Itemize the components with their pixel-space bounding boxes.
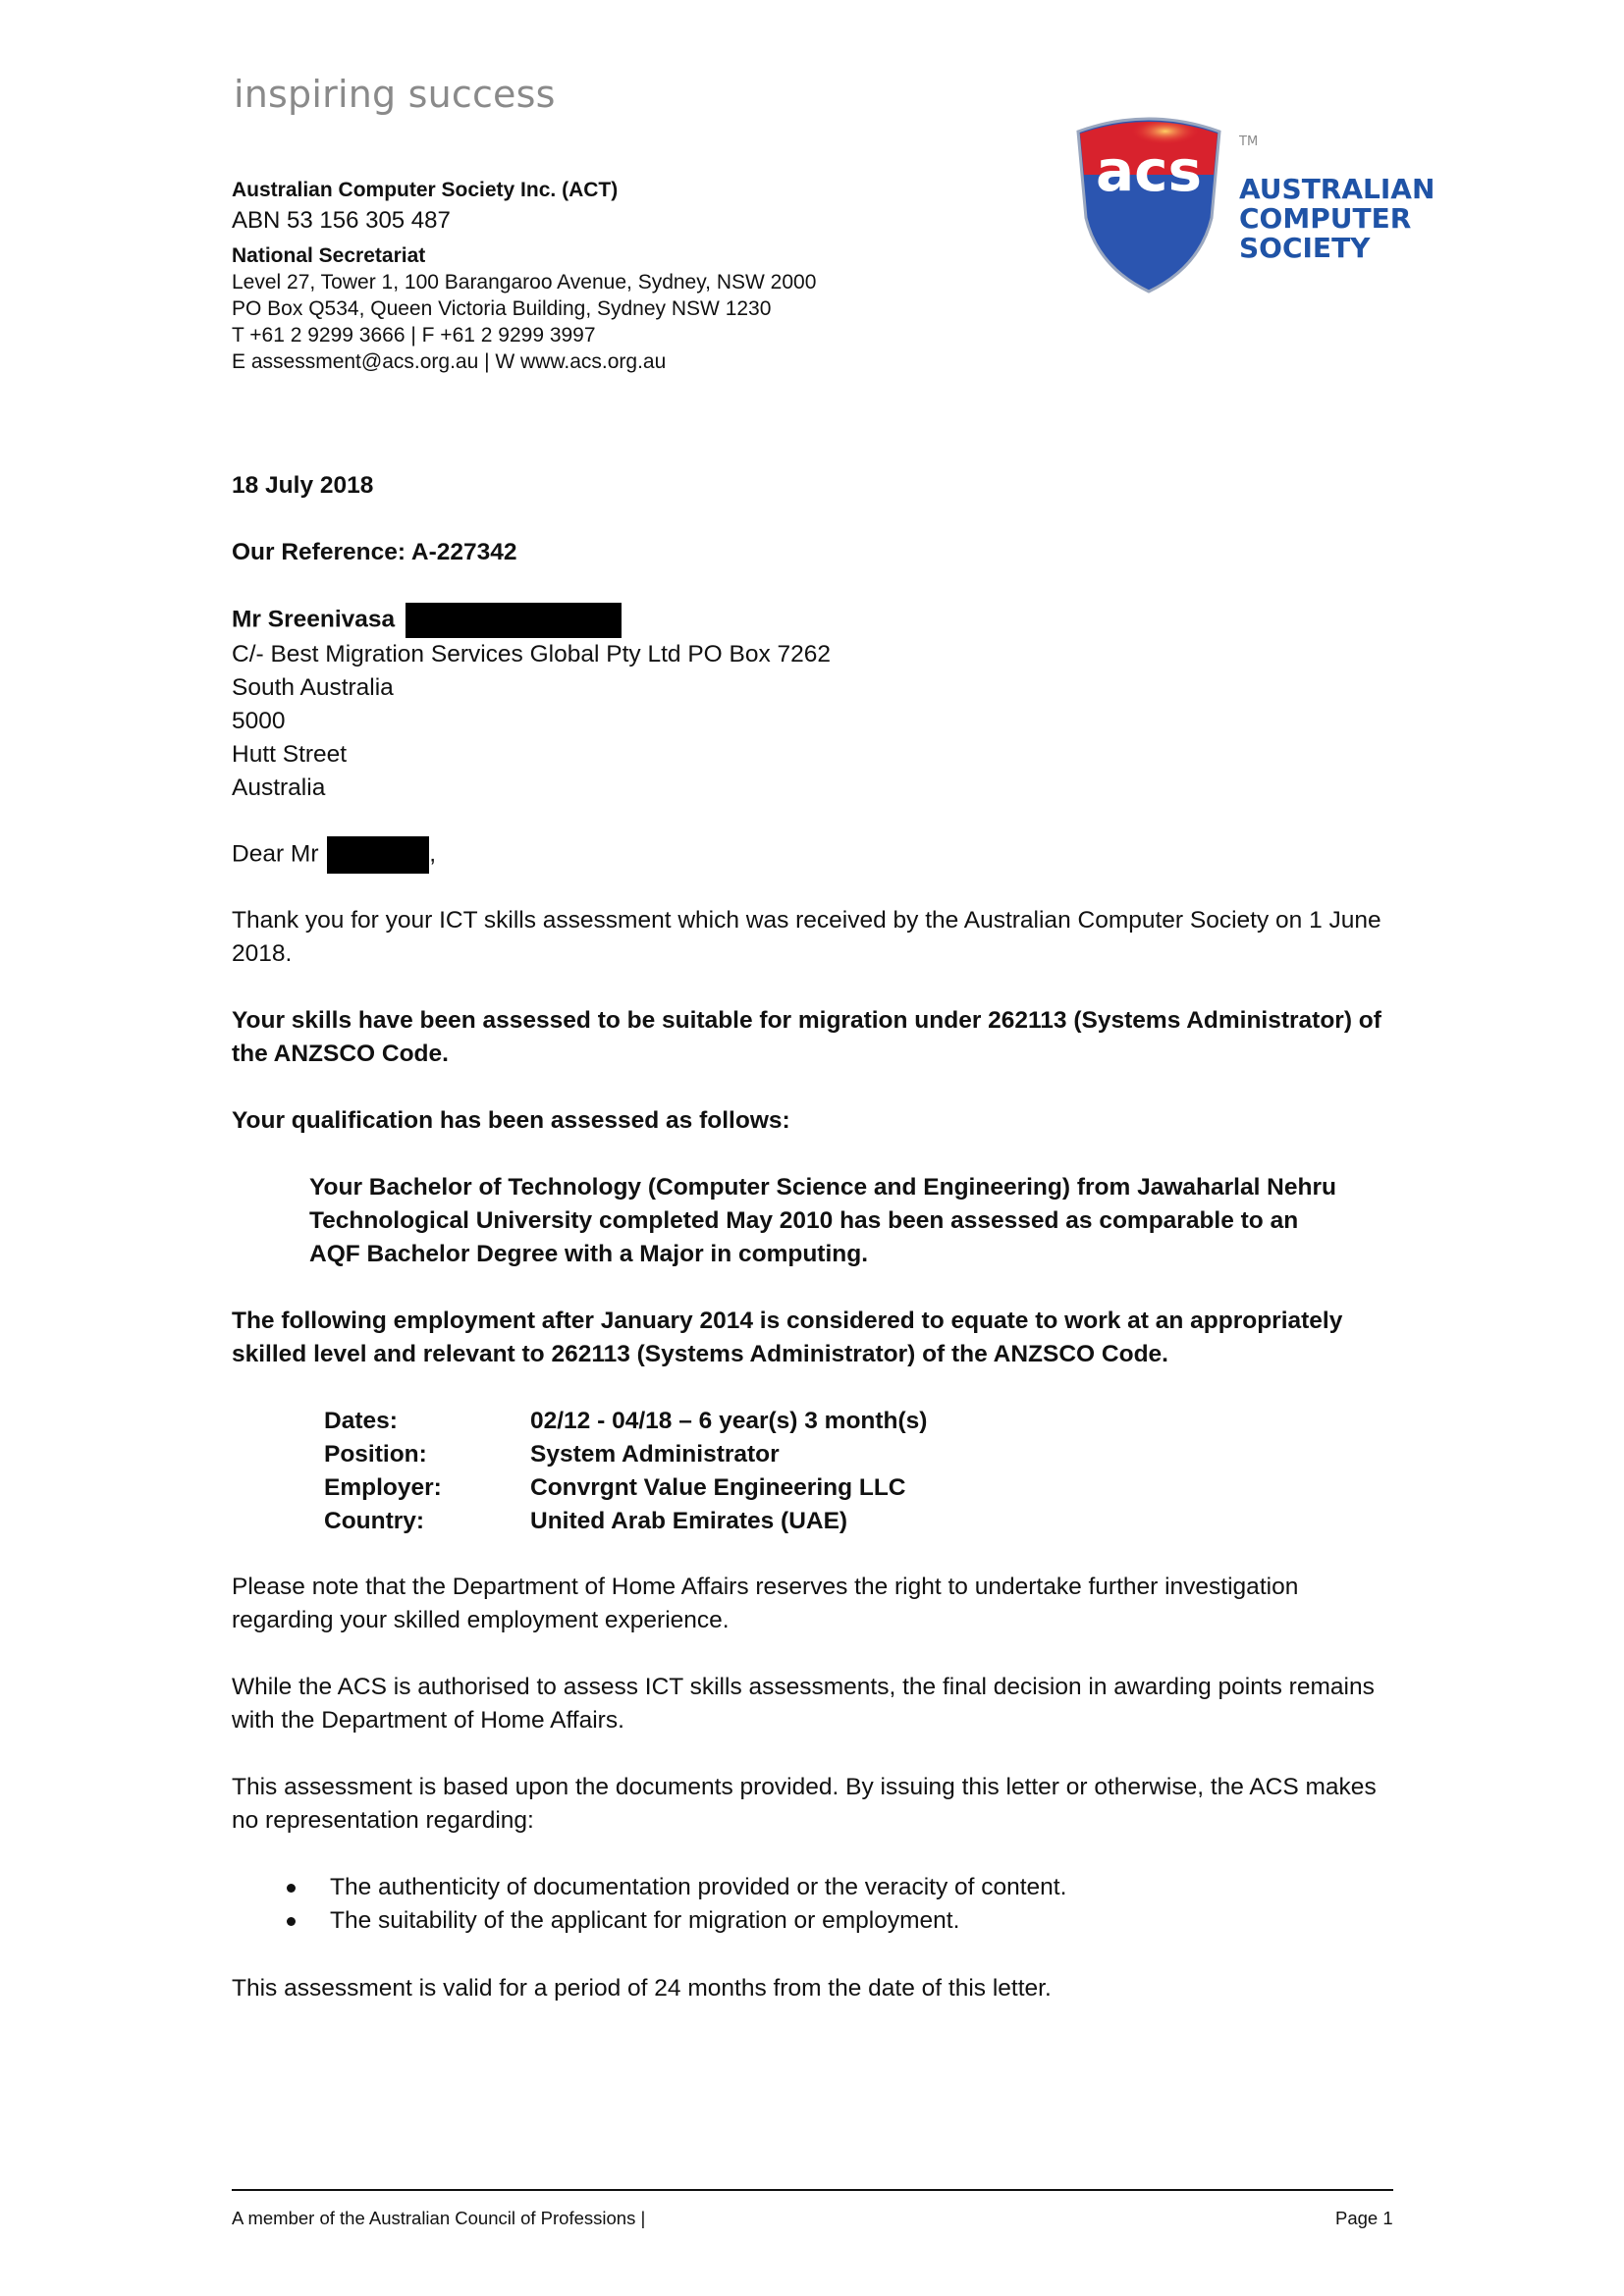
logo-word-2: COMPUTER: [1239, 202, 1412, 235]
employment-label: Employer:: [324, 1474, 442, 1501]
logo-word-3: SOCIETY: [1239, 232, 1371, 264]
list-item-text: The suitability of the applicant for migration or employment.: [330, 1907, 960, 1934]
organisation-details: [232, 177, 816, 375]
intro-paragraph: Thank you for your ICT skills assessment which was received by the Australian Computer Society on 1 June 2018.: [232, 907, 1381, 967]
salutation-comma: ,: [429, 840, 437, 868]
address-line: PO Box Q534, Queen Victoria Building, Sydney NSW 1230: [232, 297, 772, 320]
validity-statement: This assessment is valid for a period of 24 months from the date of this letter.: [232, 1975, 1052, 2002]
employment-value: Convrgnt Value Engineering LLC: [530, 1474, 906, 1501]
representation-list: [232, 1871, 1390, 1938]
letter-date: 18 July 2018: [232, 472, 374, 499]
note-home-affairs: Please note that the Department of Home Affairs reserves the right to undertake further investigation regarding your skilled employment experience.: [232, 1574, 1299, 1633]
employment-row-country: [324, 1505, 1306, 1538]
email-web-line: E assessment@acs.org.au | W www.acs.org.au: [232, 350, 667, 373]
salutation: [232, 836, 1390, 874]
footer-membership: A member of the Australian Council of Professions |: [232, 2208, 646, 2228]
recipient-address-line: South Australia: [232, 674, 394, 701]
redacted-name: [327, 836, 429, 874]
employment-row-position: [324, 1438, 1306, 1471]
employment-value: 02/12 - 04/18 – 6 year(s) 3 month(s): [530, 1408, 928, 1434]
employment-value: System Administrator: [530, 1441, 780, 1468]
bullet-icon: [287, 1917, 296, 1926]
employment-label: Position:: [324, 1441, 427, 1468]
list-item: [232, 1904, 1390, 1938]
bullet-icon: [287, 1884, 296, 1893]
note-authorised: While the ACS is authorised to assess ICT skills assessments, the final decision in awarding points remains with the Department of Home Affairs.: [232, 1674, 1375, 1734]
note-documents: This assessment is based upon the documents provided. By issuing this letter or otherwise, the ACS makes no representation regarding:: [232, 1774, 1377, 1834]
abn: ABN 53 156 305 487: [232, 207, 451, 234]
reference: Our Reference: A-227342: [232, 539, 517, 565]
secretariat-title: National Secretariat: [232, 244, 426, 267]
trademark: TM: [1239, 134, 1259, 149]
acs-logo: [1070, 110, 1435, 296]
address-line: Level 27, Tower 1, 100 Barangaroo Avenue, Sydney, NSW 2000: [232, 271, 817, 294]
skills-assessment-statement: Your skills have been assessed to be suitable for migration under 262113 (Systems Administrator) of the ANZSCO Code.: [232, 1007, 1381, 1067]
employment-heading: The following employment after January 2014 is considered to equate to work at an appropriately skilled level and relevant to 262113 (Systems Administrator) of the ANZSCO Code.: [232, 1308, 1343, 1367]
recipient-address-line: C/- Best Migration Services Global Pty Ltd PO Box 7262: [232, 641, 832, 667]
tagline: inspiring success: [234, 73, 556, 116]
list-item: [232, 1871, 1390, 1904]
employment-label: Country:: [324, 1508, 425, 1534]
acs-mark: acs: [1095, 137, 1203, 204]
employment-row-employer: [324, 1471, 1306, 1505]
recipient-name: Mr Sreenivasa: [232, 606, 396, 633]
employment-row-dates: [324, 1405, 1306, 1438]
employment-value: United Arab Emirates (UAE): [530, 1508, 848, 1534]
page-number: Page 1: [1335, 2208, 1393, 2228]
recipient-address-line: Hutt Street: [232, 741, 348, 768]
org-name: Australian Computer Society Inc. (ACT): [232, 179, 619, 201]
footer-divider: [232, 2189, 1393, 2191]
recipient-address-line: Australia: [232, 774, 326, 801]
qualification-text: Your Bachelor of Technology (Computer Science and Engineering) from Jawaharlal Nehru Technological University completed May 2010 has been assessed as comparable to an AQF Bachelor Degree with a Major in computing.: [309, 1174, 1336, 1267]
phone-line: T +61 2 9299 3666 | F +61 2 9299 3997: [232, 324, 596, 347]
employment-label: Dates:: [324, 1408, 398, 1434]
list-item-text: The authenticity of documentation provided or the veracity of content.: [330, 1874, 1067, 1900]
logo-word-1: AUSTRALIAN: [1239, 173, 1435, 205]
recipient-block: [232, 603, 1390, 805]
redacted-surname: [406, 603, 622, 638]
recipient-address-line: 5000: [232, 708, 286, 734]
employment-details: [324, 1405, 1306, 1538]
salutation-text: Dear Mr: [232, 840, 319, 868]
qualification-heading: Your qualification has been assessed as follows:: [232, 1107, 790, 1134]
